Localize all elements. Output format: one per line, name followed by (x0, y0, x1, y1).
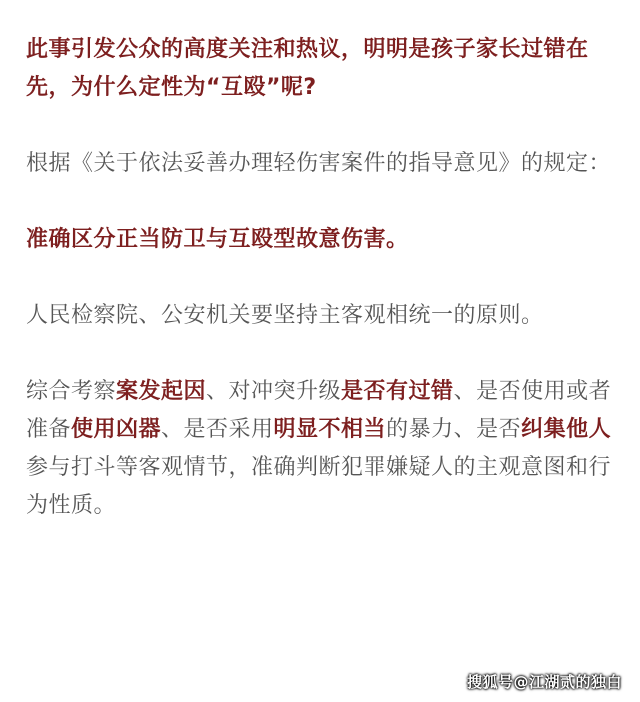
paragraph-principle-statement: 人民检察院、公安机关要坚持主客观相统一的原则。 (26, 303, 544, 328)
text-segment: 的暴力、是否 (386, 417, 522, 442)
paragraph-principle-heading: 准确区分正当防卫与互殴型故意伤害。 (26, 227, 409, 252)
highlight-weapon: 使用凶器 (71, 417, 162, 442)
text-segment: 、是否采用 (161, 417, 274, 442)
article-body (26, 31, 616, 525)
text-segment: 、是否使用或者准备 (26, 379, 612, 442)
text-segment: 、对冲突升级 (206, 379, 342, 404)
highlight-disproportionate: 明显不相当 (273, 417, 387, 442)
paragraph-regulation-reference: 根据《关于依法妥善办理轻伤害案件的指导意见》的规定： (26, 151, 612, 176)
paragraph-circumstances (26, 373, 616, 525)
text-segment: 参与打斗等客观情节，准确判断犯罪嫌疑人的主观意图和行为性质。 (26, 455, 612, 518)
paragraph-question: 此事引发公众的高度关注和热议，明明是孩子家长过错在先，为什么定性为“互殴”呢? (26, 37, 589, 100)
source-watermark: 搜狐号@江湖贰的独白 (466, 673, 622, 691)
highlight-cause: 案发起因 (116, 379, 207, 404)
highlight-gathering: 纠集他人 (521, 417, 612, 442)
highlight-fault: 是否有过错 (341, 379, 454, 404)
text-segment: 综合考察 (26, 379, 117, 404)
